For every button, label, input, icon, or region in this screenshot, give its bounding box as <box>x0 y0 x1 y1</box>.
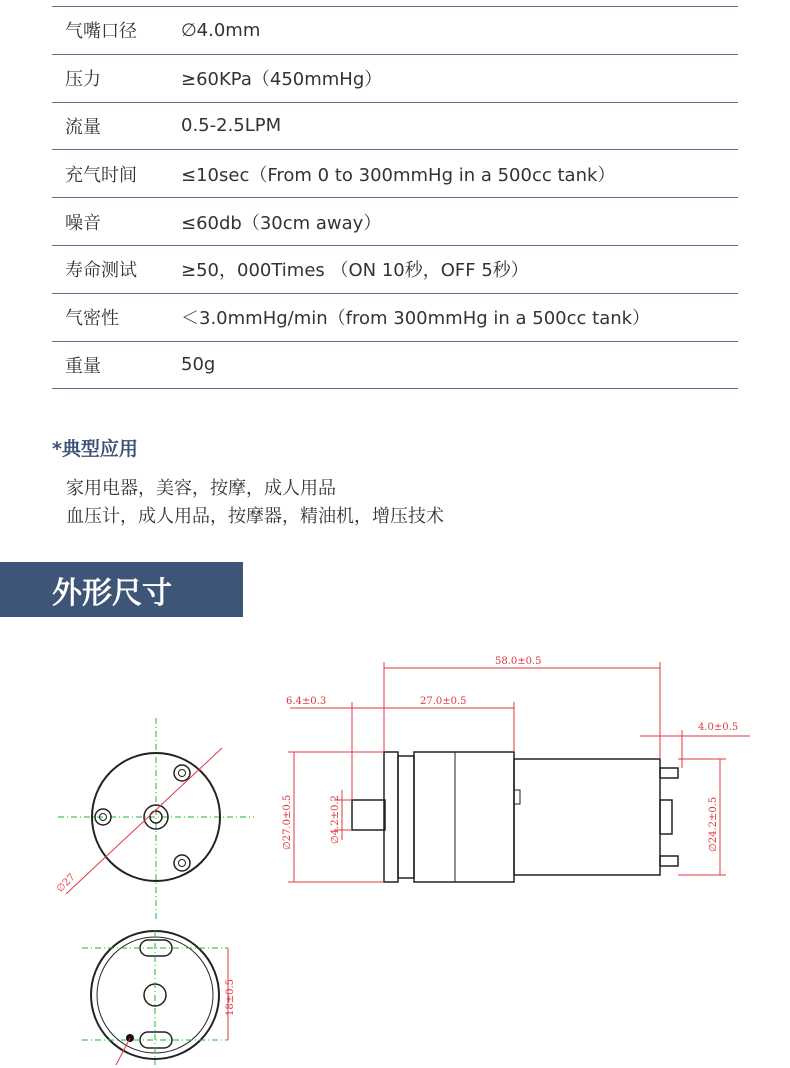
spec-label: 噪音 <box>65 212 101 234</box>
motor-diameter-label: ∅24.2±0.5 <box>708 796 719 852</box>
spec-label: 气密性 <box>65 308 119 330</box>
applications-line: 血压计，成人用品，按摩器，精油机，增压技术 <box>66 506 444 527</box>
hole-spacing-label: 18±0.5 <box>225 978 236 1016</box>
spec-row-flow <box>52 103 738 151</box>
spec-row-noise <box>52 198 738 246</box>
total-length-label: 58.0±0.5 <box>495 656 542 667</box>
spec-value: ≤10sec（From 0 to 300mmHg in a 500cc tank） <box>181 164 616 186</box>
dimensions-banner: 外形尺寸 <box>0 562 243 617</box>
spec-row-inflation-time <box>52 150 738 198</box>
front-view <box>58 718 254 920</box>
spec-label: 压力 <box>65 69 101 91</box>
spec-value: ∅4.0mm <box>181 19 261 41</box>
spec-value: 0.5-2.5LPM <box>181 115 282 137</box>
spec-table <box>52 6 738 389</box>
spec-label: 充气时间 <box>65 164 137 186</box>
nozzle-length-label: 6.4±0.3 <box>286 696 327 707</box>
applications-heading: *典型应用 <box>52 438 138 460</box>
spec-row-airtightness <box>52 294 738 342</box>
spec-label: 流量 <box>65 116 101 138</box>
terminal-length-label: 4.0±0.5 <box>698 722 739 733</box>
spec-value: ＜3.0mmHg/min（from 300mmHg in a 500cc tank） <box>181 308 651 330</box>
spec-row-pressure <box>52 55 738 103</box>
spec-label: 重量 <box>65 355 101 377</box>
pump-length-label: 27.0±0.5 <box>420 696 467 707</box>
spec-label: 气嘴口径 <box>65 21 137 43</box>
spec-row-weight <box>52 342 738 390</box>
spec-value: ≥50，000Times （ON 10秒，OFF 5秒） <box>181 260 529 282</box>
spec-value: 50g <box>181 354 216 376</box>
front-diameter-label: ∅27 <box>54 871 78 895</box>
side-view <box>288 662 750 882</box>
nozzle-diameter-label: ∅4.2±0.2 <box>330 795 341 844</box>
body-diameter-label: ∅27.0±0.5 <box>282 794 293 850</box>
spec-value: ≤60db（30cm away） <box>181 212 382 234</box>
applications-line: 家用电器，美容，按摩，成人用品 <box>66 478 336 499</box>
bottom-view <box>82 930 228 1065</box>
spec-label: 寿命测试 <box>65 260 137 282</box>
dimension-drawing <box>0 640 790 1068</box>
spec-row-lifetime <box>52 246 738 294</box>
spec-value: ≥60KPa（450mmHg） <box>181 69 383 91</box>
spec-row-nozzle <box>52 7 738 55</box>
